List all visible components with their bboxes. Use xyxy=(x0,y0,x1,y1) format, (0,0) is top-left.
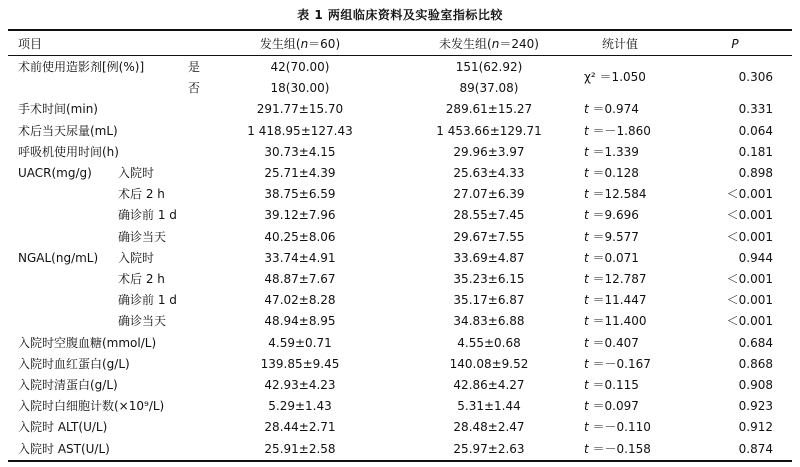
row-item-label: 呼吸机使用时间(h) xyxy=(18,144,119,159)
row-group-a-value: 4.59±0.71 xyxy=(268,335,332,350)
statistic-symbol: t xyxy=(584,314,589,329)
row-group-b-value: 1 453.66±129.71 xyxy=(436,123,542,138)
row-statistic xyxy=(584,227,639,248)
row-item-label: 入院时血红蛋白(g/L) xyxy=(18,356,130,371)
statistic-value: ＝0.407 xyxy=(588,335,639,350)
row-subitem-label: 术后 2 h xyxy=(118,187,165,202)
statistic-value: ＝12.584 xyxy=(588,187,647,202)
row-group-b-value: 140.08±9.52 xyxy=(449,356,529,371)
table-header-rule xyxy=(8,55,792,56)
row-statistic xyxy=(584,184,647,205)
row-group-a-value: 40.25±8.06 xyxy=(264,229,336,244)
table-top-rule xyxy=(8,29,792,31)
table-row xyxy=(0,184,800,205)
row-statistic xyxy=(584,354,651,375)
row-group-b-value: 29.96±3.97 xyxy=(453,144,525,159)
row-p-value: 0.874 xyxy=(738,441,773,456)
statistic-value: ＝－1.860 xyxy=(588,123,651,138)
row-p-value: 0.181 xyxy=(738,144,773,159)
row-item-label: NGAL(ng/mL) xyxy=(18,250,99,265)
table-row xyxy=(0,417,800,438)
row-group-b-value: 25.97±2.63 xyxy=(453,441,525,456)
row-subitem-label: 术后 2 h xyxy=(118,272,165,286)
row-item-label: 入院时 AST(U/L) xyxy=(18,441,110,456)
row-group-a-value: 25.91±2.58 xyxy=(264,441,336,456)
table-bottom-rule xyxy=(8,460,792,462)
row-p-value: 0.684 xyxy=(738,335,773,350)
row-statistic xyxy=(584,269,647,290)
row-p-value: 0.923 xyxy=(738,399,773,414)
statistic-value: ＝－0.167 xyxy=(588,356,651,371)
row-group-a-value: 48.87±7.67 xyxy=(264,272,336,286)
statistic-symbol: t xyxy=(584,187,589,202)
row-item-label: 手术时间(min) xyxy=(18,102,98,117)
chi-square-value: χ² ＝1.050 xyxy=(584,70,646,84)
row-statistic xyxy=(584,163,639,184)
row-group-b-value: 25.63±4.33 xyxy=(453,166,525,180)
row-item-label: 入院时空腹血糖(mmol/L) xyxy=(18,335,157,350)
row-group-a-value: 28.44±2.71 xyxy=(264,420,336,435)
statistic-value: ＝9.577 xyxy=(588,229,639,244)
statistic-value: ＝12.787 xyxy=(588,272,647,286)
row-item-label: 入院时 ALT(U/L) xyxy=(18,420,108,435)
row-group-b-value: 29.67±7.55 xyxy=(453,229,525,244)
row-item-label: 入院时清蛋白(g/L) xyxy=(18,378,118,392)
table-row xyxy=(0,163,800,184)
row-group-b-value: 27.07±6.39 xyxy=(453,187,525,202)
statistic-value: ＝0.097 xyxy=(588,399,639,414)
row-item-label: UACR(mg/g) xyxy=(18,166,92,180)
table-row xyxy=(0,269,800,290)
row-p-value: ＜0.001 xyxy=(726,229,773,244)
row-group-a-value: 48.94±8.95 xyxy=(264,314,336,329)
row-statistic xyxy=(584,121,651,142)
row-p-value: 0.944 xyxy=(738,250,773,265)
row-subitem-label: 确诊当天 xyxy=(118,229,167,244)
row-subitem-label: 确诊当天 xyxy=(118,314,167,329)
statistic-value: ＝0.974 xyxy=(588,102,639,117)
row-group-b-value: 151(62.92) xyxy=(455,60,523,74)
statistic-value: ＝9.696 xyxy=(588,208,639,223)
row-group-a-value: 30.73±4.15 xyxy=(264,144,336,159)
row-statistic xyxy=(584,99,639,120)
row-group-a-value: 139.85±9.45 xyxy=(260,356,340,371)
row-group-b-value: 33.69±4.87 xyxy=(453,250,525,265)
statistic-value: ＝－0.158 xyxy=(588,441,651,456)
row-p-value: ＜0.001 xyxy=(726,187,773,202)
statistic-symbol: t xyxy=(584,208,589,223)
statistic-symbol: t xyxy=(584,420,589,435)
chi-square-p: 0.306 xyxy=(738,70,773,84)
row-statistic xyxy=(584,333,639,354)
header-group-b: 未发生组(n＝240) xyxy=(439,37,539,51)
row-group-a-value: 5.29±1.43 xyxy=(268,399,332,414)
row-group-b-value: 35.17±6.87 xyxy=(453,293,525,308)
statistic-symbol: t xyxy=(584,250,589,265)
row-statistic xyxy=(584,290,647,311)
row-p-value: ＜0.001 xyxy=(726,293,773,308)
row-statistic xyxy=(584,417,651,438)
row-subitem-label: 入院时 xyxy=(118,250,155,265)
header-p-value: P xyxy=(731,37,739,51)
statistic-symbol: t xyxy=(584,293,589,308)
statistic-value: ＝－0.110 xyxy=(588,420,651,435)
statistic-symbol: t xyxy=(584,123,589,138)
row-group-a-value: 47.02±8.28 xyxy=(264,293,336,308)
row-statistic xyxy=(584,142,639,163)
row-p-value: ＜0.001 xyxy=(726,208,773,223)
table-row xyxy=(0,142,800,163)
statistic-symbol: t xyxy=(584,229,589,244)
row-p-value: ＜0.001 xyxy=(726,314,773,329)
row-p-value: ＜0.001 xyxy=(726,272,773,286)
statistic-symbol: t xyxy=(584,166,589,180)
row-statistic xyxy=(584,396,639,417)
header-statistic: 统计值 xyxy=(601,37,638,51)
row-group-a-value: 42(70.00) xyxy=(270,60,330,74)
row-p-value: 0.908 xyxy=(738,378,773,392)
row-group-b-value: 35.23±6.15 xyxy=(453,272,525,286)
row-category-label: 否 xyxy=(188,81,201,96)
row-p-value: 0.331 xyxy=(738,102,773,117)
table-row xyxy=(0,396,800,417)
table-row xyxy=(0,375,800,396)
statistic-symbol: t xyxy=(584,441,589,456)
header-item: 项目 xyxy=(18,37,43,51)
row-item-label: 术后当天尿量(mL) xyxy=(18,123,118,138)
row-group-b-value: 289.61±15.27 xyxy=(445,102,533,117)
row-group-a-value: 33.74±4.91 xyxy=(264,250,336,265)
statistic-value: ＝0.115 xyxy=(588,378,639,392)
row-group-b-value: 42.86±4.27 xyxy=(453,378,525,392)
row-group-a-value: 42.93±4.23 xyxy=(264,378,336,392)
statistic-symbol: t xyxy=(584,144,589,159)
row-group-b-value: 34.83±6.88 xyxy=(453,314,525,329)
statistic-symbol: t xyxy=(584,356,589,371)
row-group-b-value: 28.48±2.47 xyxy=(453,420,525,435)
table-row xyxy=(0,333,800,354)
row-statistic xyxy=(584,311,647,332)
table-row xyxy=(0,290,800,311)
statistic-symbol: t xyxy=(584,272,589,286)
row-group-a-value: 39.12±7.96 xyxy=(264,208,336,223)
table-row xyxy=(0,439,800,460)
table-row xyxy=(0,99,800,120)
row-p-value: 0.064 xyxy=(738,123,773,138)
table-row xyxy=(0,311,800,332)
row-group-a-value: 38.75±6.59 xyxy=(264,187,336,202)
row-statistic xyxy=(584,439,651,460)
row-group-b-value: 28.55±7.45 xyxy=(453,208,525,223)
statistic-symbol: t xyxy=(584,399,589,414)
statistic-value: ＝11.400 xyxy=(588,314,647,329)
table-caption: 表 1 两组临床资料及实验室指标比较 xyxy=(297,8,503,22)
row-group-a-value: 291.77±15.70 xyxy=(256,102,344,117)
statistic-value: ＝0.071 xyxy=(588,250,639,265)
statistic-symbol: t xyxy=(584,102,589,117)
row-subitem-label: 确诊前 1 d xyxy=(118,293,177,308)
table-row xyxy=(0,227,800,248)
row-p-value: 0.912 xyxy=(738,420,773,435)
row-statistic xyxy=(584,375,639,396)
row-statistic xyxy=(584,205,639,226)
statistic-value: ＝1.339 xyxy=(588,144,639,159)
header-group-a: 发生组(n＝60) xyxy=(259,37,341,51)
table-row xyxy=(0,205,800,226)
statistic-symbol: t xyxy=(584,335,589,350)
row-group-a-value: 1 418.95±127.43 xyxy=(247,123,353,138)
row-p-value: 0.868 xyxy=(738,356,773,371)
row-item-label: 入院时白细胞计数(×10⁹/L) xyxy=(18,399,165,414)
table-row xyxy=(0,121,800,142)
row-p-value: 0.898 xyxy=(738,166,773,180)
row-statistic xyxy=(584,248,639,269)
row-group-a-value: 18(30.00) xyxy=(270,81,330,96)
row-item-label: 术前使用造影剂[例(%)] xyxy=(18,60,145,74)
row-category-label: 是 xyxy=(188,60,201,74)
row-group-b-value: 5.31±1.44 xyxy=(457,399,521,414)
statistic-symbol: t xyxy=(584,378,589,392)
statistic-value: ＝11.447 xyxy=(588,293,647,308)
row-subitem-label: 入院时 xyxy=(118,166,155,180)
chi-square-stat xyxy=(0,67,800,88)
row-subitem-label: 确诊前 1 d xyxy=(118,208,177,223)
row-group-a-value: 25.71±4.39 xyxy=(264,166,336,180)
row-group-b-value: 89(37.08) xyxy=(459,81,519,96)
table-row xyxy=(0,354,800,375)
table-row xyxy=(0,248,800,269)
row-group-b-value: 4.55±0.68 xyxy=(457,335,521,350)
statistic-value: ＝0.128 xyxy=(588,166,639,180)
